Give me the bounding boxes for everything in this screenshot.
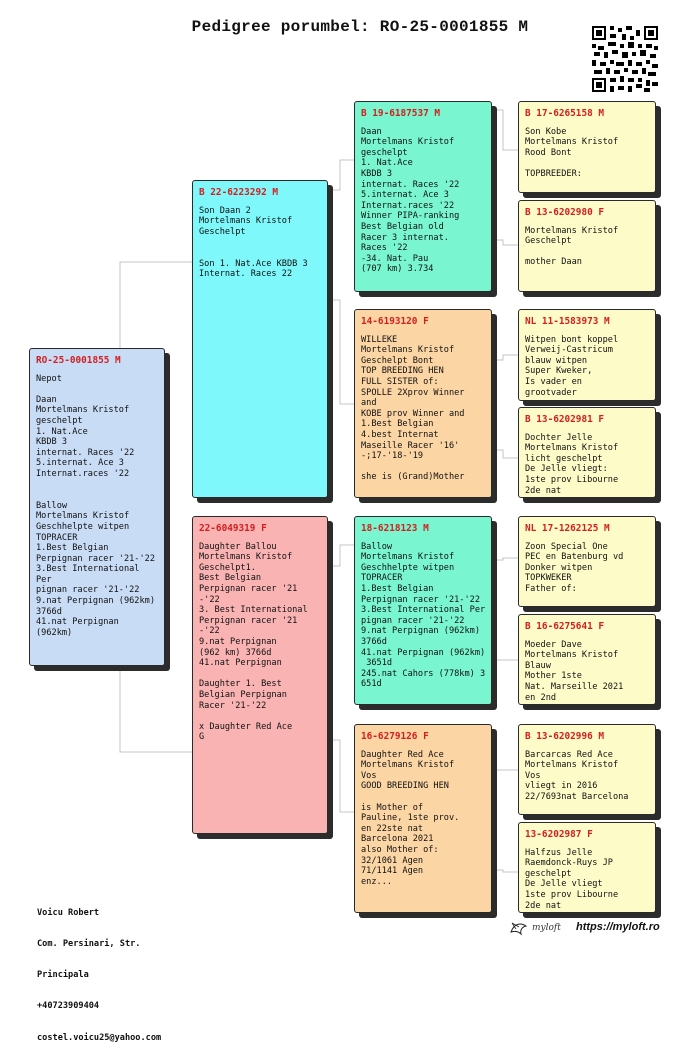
subject-card [29,348,165,666]
page-title: Pedigree porumbel: RO-25-0001855 M [191,18,529,36]
granddam-paternal-details: WILLEKE Mortelmans Kristof Geschelpt Bont TOP BREEDING HEN FULL SISTER of: SPOLLE 2Xprov Winner and KOBE prov Winner and 1.Best Belgian 4.best Internat Maseille Racer '16' -;17-'18-'19 she is (Grand)Mother [361,334,465,483]
grandsire-paternal-ring-number: B 19-6187537 M [361,108,441,119]
great-grandparent-ring-4: B 13-6202981 F [525,414,605,425]
great-grandparent-details-2: Mortelmans Kristof Geschelpt mother Daan [525,225,619,268]
great-grandparent-ring-7: B 13-6202996 M [525,731,605,742]
grandsire-paternal-card [354,101,492,292]
great-grandparent-card-7 [518,724,656,815]
granddam-maternal-card [354,724,492,913]
great-grandparent-card-5 [518,516,656,607]
sire-card [192,180,328,498]
owner-address-line-1: Com. Persinari, Str. [37,939,141,950]
great-grandparent-ring-2: B 13-6202980 F [525,207,605,218]
sire-details: Son Daan 2 Mortelmans Kristof Geschelpt Son 1. Nat.Ace KBDB 3 Internat. Races 22 [199,205,308,280]
great-grandparent-details-7: Barcarcas Red Ace Mortelmans Kristof Vos vliegt in 2016 22/7693nat Barcelona [525,749,629,802]
brand-logo-text: myloft [532,923,561,933]
great-grandparent-card-2 [518,200,656,292]
great-grandparent-ring-3: NL 11-1583973 M [525,316,610,327]
owner-address-line-2: Principala [37,970,89,981]
great-grandparent-ring-5: NL 17-1262125 M [525,523,610,534]
great-grandparent-card-3 [518,309,656,401]
great-grandparent-card-1 [518,101,656,193]
great-grandparent-details-1: Son Kobe Mortelmans Kristof Rood Bont TOPBREEDER: [525,126,619,179]
granddam-paternal-card [354,309,492,498]
great-grandparent-details-5: Zoon Special One PEC en Batenburg vd Donker witpen TOPKWEKER Father of: [525,541,624,594]
website-link[interactable]: https://myloft.ro [576,921,660,933]
brand-footer [508,918,668,938]
great-grandparent-ring-8: 13-6202987 F [525,829,593,840]
grandsire-maternal-ring-number: 18-6218123 M [361,523,429,534]
great-grandparent-card-4 [518,407,656,498]
great-grandparent-details-3: Witpen bont koppel Verweij-Castricum blauw witpen Super Kweker, Is vader en grootvader [525,334,619,398]
great-grandparent-ring-6: B 16-6275641 F [525,621,605,632]
owner-phone: +40723909404 [37,1001,100,1012]
subject-ring-number: RO-25-0001855 M [36,355,121,366]
subject-details: Nepot Daan Mortelmans Kristof geschelpt 1. Nat.Ace KBDB 3 internat. Races '22 5.internat. Ace 3 Internat.races '22 Ballow Mortelmans Kristof Geschhelpte witpen TOPRACER 1.Best Belgian Perpignan racer '21-'22 3.Best International Per pignan racer '21-'22 9.nat Perpignan (962km) 3766d 41.nat Perpignan (962km) [36,373,155,638]
great-grandparent-card-6 [518,614,656,705]
grandsire-maternal-card [354,516,492,705]
owner-name: Voicu Robert [37,907,100,918]
granddam-paternal-ring-number: 14-6193120 F [361,316,429,327]
great-grandparent-details-6: Moeder Dave Mortelmans Kristof Blauw Mother 1ste Nat. Marseille 2021 en 2nd [525,639,624,703]
grandsire-maternal-details: Ballow Mortelmans Kristof Geschhelpte witpen TOPRACER 1.Best Belgian Perpignan racer '21-'22 3.Best International Per pignan racer '21-'22 9.nat Perpignan (962km) 3766d 41.nat Perpignan (962km) 3651d 245.nat Cahors (778km) 3 651d [361,541,486,690]
owner-contact-block [37,887,161,1054]
dam-card [192,516,328,834]
sire-ring-number: B 22-6223292 M [199,187,279,198]
dam-details: Daughter Ballou Mortelmans Kristof Geschelpt1. Best Belgian Perpignan racer '21 -'22 3. Best International Perpignan racer '21 -'22 9.nat Perpignan (962 km) 3766d 41.nat Perpignan Daughter 1. Best Belgian Perpignan Racer '21-'22 x Daughter Red Ace G [199,541,308,743]
granddam-maternal-ring-number: 16-6279126 F [361,731,429,742]
granddam-maternal-details: Daughter Red Ace Mortelmans Kristof Vos GOOD BREEDING HEN is Mother of Pauline, 1ste prov. en 22ste nat Barcelona 2021 also Mother of: 32/1061 Agen 71/1141 Agen enz... [361,749,460,887]
great-grandparent-details-4: Dochter Jelle Mortelmans Kristof licht geschelpt De Jelle vliegt: 1ste prov Libourne 2de nat [525,432,619,496]
great-grandparent-details-8: Halfzus Jelle Raemdonck-Ruys JP geschelpt De Jelle vliegt 1ste prov Libourne 2de nat [525,847,619,911]
grandsire-paternal-details: Daan Mortelmans Kristof geschelpt 1. Nat.Ace KBDB 3 internat. Races '22 5.internat. Ace 3 Internat.races '22 Winner PIPA-ranking Best Belgian old Racer 3 internat. Races '22 -34. Nat. Pau (707 km) 3.734 [361,126,460,275]
great-grandparent-ring-1: B 17-6265158 M [525,108,605,119]
owner-email[interactable]: costel.voicu25@yahoo.com [37,1032,162,1043]
great-grandparent-card-8 [518,822,656,913]
dam-ring-number: 22-6049319 F [199,523,267,534]
